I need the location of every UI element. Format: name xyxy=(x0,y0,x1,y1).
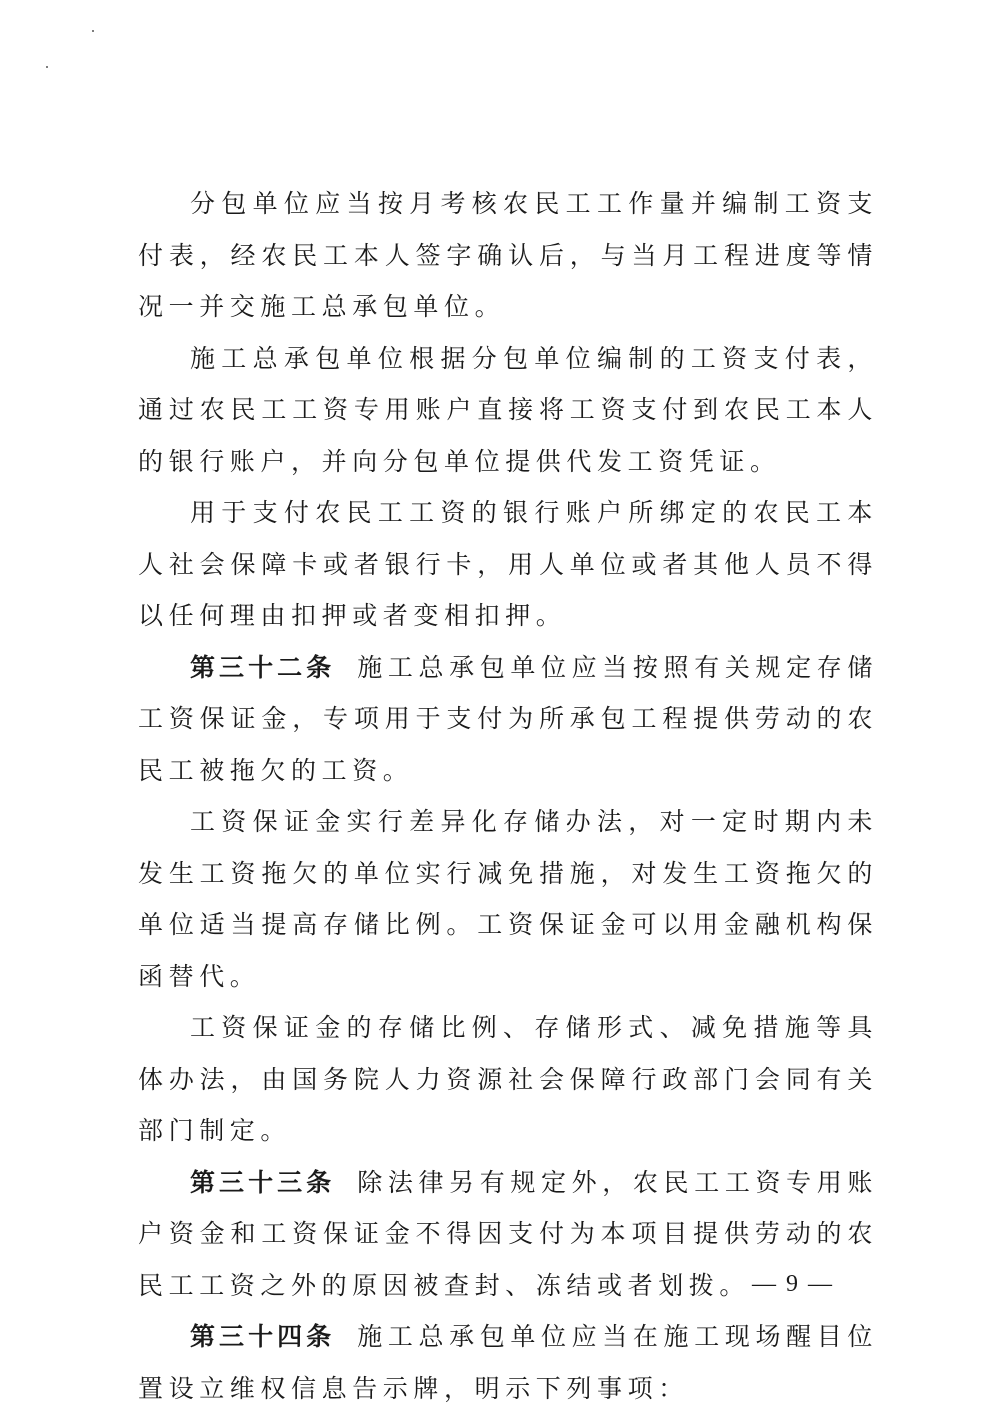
paragraph-text: 工资保证金的存储比例、存储形式、减免措施等具体办法，由国务院人力资源社会保障行政部门会同有关部门制定。 xyxy=(138,1013,878,1145)
article-32 xyxy=(138,642,878,797)
scan-speck xyxy=(46,66,48,68)
paragraph-text: 除法律另有规定外，农民工工资专用账户资金和工资保证金不得因支付为本项目提供劳动的农民工工资之外的原因被查封、冻结或者划拨。 xyxy=(138,1167,878,1300)
article-number: 第三十三条 xyxy=(190,1167,336,1197)
paragraph-text: 用于支付农民工工资的银行账户所绑定的农民工本人社会保障卡或者银行卡，用人单位或者其他人员不得以任何理由扣押或者变相扣押。 xyxy=(138,498,878,630)
page-number: — 9 — xyxy=(752,1271,834,1297)
paragraph-text: 施工总承包单位根据分包单位编制的工资支付表，通过农民工工资专用账户直接将工资支付到农民工本人的银行账户，并向分包单位提供代发工资凭证。 xyxy=(138,343,878,476)
paragraph-3 xyxy=(138,487,878,642)
article-34 xyxy=(138,1311,878,1414)
paragraph-text: 工资保证金实行差异化存储办法，对一定时期内未发生工资拖欠的单位实行减免措施，对发生工资拖欠的单位适当提高存储比例。工资保证金可以用金融机构保函替代。 xyxy=(138,807,878,991)
paragraph-1 xyxy=(138,178,878,333)
paragraph-6 xyxy=(138,1002,878,1157)
article-number: 第三十二条 xyxy=(190,652,336,682)
body-text xyxy=(138,178,878,1414)
article-number: 第三十四条 xyxy=(190,1322,336,1351)
paragraph-5 xyxy=(138,796,878,1002)
paragraph-text: 分包单位应当按月考核农民工工作量并编制工资支付表，经农民工本人签字确认后，与当月工程进度等情况一并交施工总承包单位。 xyxy=(138,189,878,321)
paragraph-text: 施工总承包单位应当在施工现场醒目位置设立维权信息告示牌，明示下列事项： xyxy=(138,1322,878,1403)
paragraph-2 xyxy=(138,333,878,488)
paragraph-text: 施工总承包单位应当按照有关规定存储工资保证金，专项用于支付为所承包工程提供劳动的农民工被拖欠的工资。 xyxy=(138,652,878,785)
scan-speck xyxy=(92,30,94,32)
